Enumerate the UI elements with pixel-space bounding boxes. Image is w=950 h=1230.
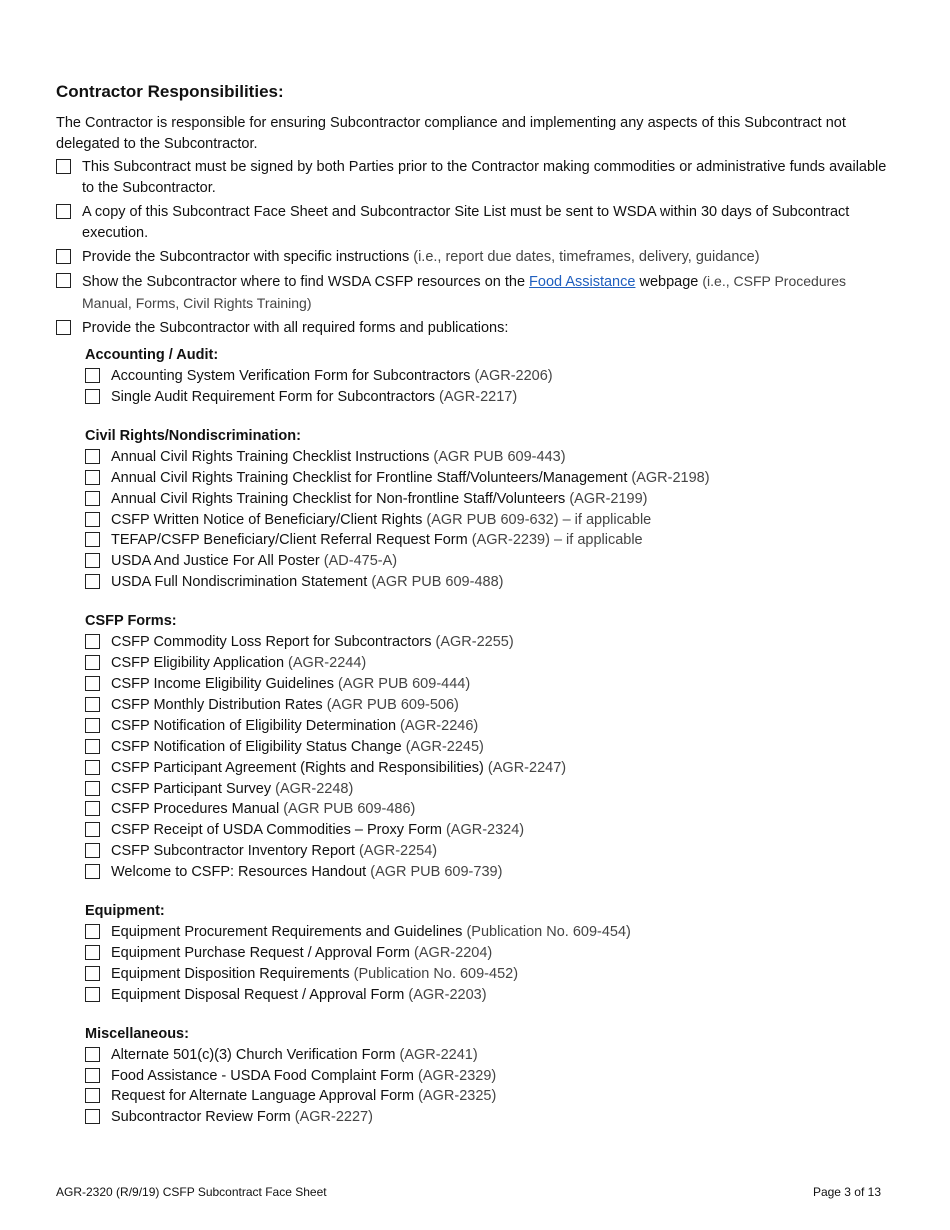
responsibility-item (56, 247, 896, 268)
form-item (85, 510, 896, 531)
checkbox[interactable] (85, 924, 100, 939)
form-item (85, 695, 896, 716)
form-item (85, 366, 896, 387)
form-name: USDA And Justice For All Poster (111, 553, 320, 570)
checkbox[interactable] (56, 273, 71, 288)
form-item (85, 572, 896, 593)
checkbox[interactable] (85, 1068, 100, 1083)
form-label (111, 1107, 373, 1128)
form-code: (AGR-2247) (487, 759, 567, 776)
form-code: (AGR-2227) (294, 1109, 373, 1126)
food-assistance-link[interactable]: Food Assistance (529, 274, 636, 290)
form-label (111, 447, 566, 468)
form-item (85, 632, 896, 653)
form-name: CSFP Receipt of USDA Commodities – Proxy Form (111, 822, 442, 839)
checkbox[interactable] (85, 470, 100, 485)
form-label (111, 468, 710, 489)
checkbox[interactable] (56, 249, 71, 264)
page-footer (56, 1185, 881, 1199)
checkbox[interactable] (85, 843, 100, 858)
form-code: (AGR-2255) (435, 634, 514, 651)
form-label (111, 985, 487, 1006)
item-text: A copy of this Subcontract Face Sheet and Subcontractor Site List must be sent to WSDA within 30 days of Subcontract execution. (82, 204, 850, 241)
form-item (85, 387, 896, 408)
checkbox[interactable] (85, 389, 100, 404)
page-number: Page 3 of 13 (812, 1185, 881, 1199)
checkbox[interactable] (85, 553, 100, 568)
form-name: USDA Full Nondiscrimination Statement (111, 574, 368, 591)
checkbox[interactable] (85, 449, 100, 464)
section-title: Contractor Responsibilities: (56, 82, 284, 101)
form-item (85, 468, 896, 489)
form-code: (AD-475-A) (323, 553, 398, 570)
form-label (111, 551, 397, 572)
form-name: Alternate 501(c)(3) Church Verification Form (111, 1046, 396, 1063)
form-item (85, 737, 896, 758)
item-text: Provide the Subcontractor with specific instructions (82, 249, 410, 265)
form-code: (AGR PUB 609-739) (370, 864, 503, 881)
form-item (85, 1107, 896, 1128)
checkbox[interactable] (85, 1047, 100, 1062)
form-label (111, 387, 517, 408)
item-text: Show the Subcontractor where to find WSDA CSFP resources on the (82, 274, 526, 290)
form-name: Annual Civil Rights Training Checklist for Non-frontline Staff/Volunteers (111, 490, 566, 507)
form-label (111, 716, 478, 737)
form-code: (AGR-2244) (288, 655, 367, 672)
form-name: CSFP Participant Agreement (Rights and Responsibilities) (111, 759, 484, 776)
checkbox[interactable] (85, 945, 100, 960)
section-spacer (85, 1006, 896, 1017)
form-code: (AGR-2324) (445, 822, 525, 839)
form-code: (AGR-2199) (569, 490, 648, 507)
checkbox[interactable] (85, 781, 100, 796)
form-code: (AGR-2329) (418, 1067, 497, 1084)
form-label (111, 1045, 478, 1066)
item-note: (i.e., report due dates, timeframes, delivery, guidance) (413, 249, 760, 265)
checkbox[interactable] (85, 739, 100, 754)
checkbox[interactable] (85, 760, 100, 775)
form-code: (AGR-2246) (400, 717, 479, 734)
form-label (111, 737, 484, 758)
form-label (111, 1086, 496, 1107)
form-code: (AGR-2239) – if applicable (471, 532, 643, 549)
form-item (85, 674, 896, 695)
form-name: CSFP Written Notice of Beneficiary/Client Rights (111, 511, 423, 528)
form-name: Accounting System Verification Form for Subcontractors (111, 368, 471, 384)
checkbox[interactable] (85, 966, 100, 981)
checkbox[interactable] (56, 159, 71, 174)
form-code: (AGR-2325) (418, 1088, 497, 1105)
checkbox[interactable] (85, 676, 100, 691)
item-note: (i.e., CSFP Procedures Manual, Forms, Civil Rights Training) (82, 273, 847, 311)
item-text: This Subcontract must be signed by both Parties prior to the Contractor making commodities or administrative funds available to the Subcontractor. (82, 159, 887, 196)
form-item (85, 943, 896, 964)
form-code: (AGR-2204) (414, 944, 493, 961)
form-label (111, 632, 514, 653)
checkbox[interactable] (85, 718, 100, 733)
checkbox[interactable] (85, 987, 100, 1002)
form-name: Equipment Procurement Requirements and Guidelines (111, 924, 463, 941)
form-item (85, 820, 896, 841)
form-item (85, 447, 896, 468)
checkbox[interactable] (85, 1109, 100, 1124)
form-item (85, 922, 896, 943)
form-label (111, 674, 470, 695)
form-label (111, 510, 651, 531)
responsibility-item (56, 202, 896, 244)
form-name: CSFP Notification of Eligibility Determination (111, 717, 397, 734)
form-name: Subcontractor Review Form (111, 1109, 291, 1126)
form-item (85, 779, 896, 800)
form-code: (AGR PUB 609-486) (283, 801, 416, 818)
section-spacer (85, 593, 896, 604)
section-spacer (85, 408, 896, 419)
form-item (85, 716, 896, 737)
form-item (85, 1066, 896, 1087)
checkbox[interactable] (56, 204, 71, 219)
form-name: CSFP Eligibility Application (111, 655, 285, 672)
item-text-wrap (82, 271, 896, 315)
section-heading: Civil Rights/Nondiscrimination: (85, 427, 301, 444)
form-item (85, 653, 896, 674)
form-label (111, 758, 566, 779)
form-code: (AGR-2206) (474, 368, 553, 384)
form-name: Request for Alternate Language Approval Form (111, 1088, 415, 1105)
form-code: (AGR PUB 609-488) (371, 574, 504, 591)
checkbox[interactable] (85, 368, 100, 383)
form-name: Annual Civil Rights Training Checklist for Frontline Staff/Volunteers/Management (111, 469, 628, 486)
form-code: (AGR-2248) (275, 780, 354, 797)
form-item (85, 799, 896, 820)
checkbox[interactable] (85, 697, 100, 712)
section-heading: Equipment: (85, 903, 165, 920)
form-name: TEFAP/CSFP Beneficiary/Client Referral Request Form (111, 532, 468, 549)
form-name: CSFP Notification of Eligibility Status Change (111, 738, 402, 755)
form-name: CSFP Commodity Loss Report for Subcontractors (111, 634, 432, 651)
checkbox[interactable] (85, 822, 100, 837)
checkbox[interactable] (85, 491, 100, 506)
form-label (111, 779, 353, 800)
checkbox[interactable] (85, 532, 100, 547)
responsibility-item (56, 318, 896, 339)
form-code: (AGR-2217) (439, 388, 518, 405)
intro-paragraph: The Contractor is responsible for ensuring Subcontractor compliance and implementing any aspects of this Subcontract not delegated to the Subcontractor. (56, 115, 846, 152)
section-heading: CSFP Forms: (85, 613, 177, 630)
section-heading: Accounting / Audit: (85, 347, 219, 363)
checkbox[interactable] (85, 512, 100, 527)
document-page (56, 82, 896, 1128)
form-name: Annual Civil Rights Training Checklist Instructions (111, 448, 430, 465)
form-label (111, 841, 437, 862)
form-code: (AGR PUB 609-632) – if applicable (426, 511, 652, 528)
form-label (111, 922, 631, 943)
form-label (111, 964, 518, 985)
form-item (85, 841, 896, 862)
form-item (85, 758, 896, 779)
checkbox[interactable] (85, 574, 100, 589)
form-label (111, 366, 553, 387)
form-label (111, 862, 502, 883)
footer-form-id: AGR-2320 (R/9/19) CSFP Subcontract Face Sheet (56, 1185, 327, 1199)
form-name: CSFP Income Eligibility Guidelines (111, 675, 334, 692)
responsibility-item (56, 157, 896, 199)
form-item (85, 985, 896, 1006)
form-name: Equipment Purchase Request / Approval Form (111, 944, 411, 961)
form-name: CSFP Procedures Manual (111, 801, 280, 818)
form-code: (Publication No. 609-454) (466, 924, 631, 941)
form-item (85, 862, 896, 883)
form-item (85, 489, 896, 510)
form-label (111, 943, 492, 964)
form-name: Single Audit Requirement Form for Subcontractors (111, 388, 435, 405)
checkbox[interactable] (85, 864, 100, 879)
item-text-after: webpage (639, 274, 699, 290)
form-label (111, 530, 643, 551)
form-name: Equipment Disposition Requirements (111, 965, 350, 982)
form-name: Welcome to CSFP: Resources Handout (111, 864, 367, 881)
checkbox[interactable] (85, 801, 100, 816)
form-name: CSFP Subcontractor Inventory Report (111, 843, 355, 860)
form-item (85, 1045, 896, 1066)
form-label (111, 695, 459, 716)
forms-sections (85, 345, 896, 1128)
form-code: (AGR-2203) (408, 986, 487, 1003)
form-label (111, 653, 366, 674)
form-label (111, 799, 415, 820)
section-spacer (85, 883, 896, 894)
item-text-wrap (82, 247, 760, 268)
form-item (85, 1086, 896, 1107)
form-name: Equipment Disposal Request / Approval Form (111, 986, 405, 1003)
form-name: CSFP Monthly Distribution Rates (111, 696, 323, 713)
form-label (111, 572, 503, 593)
form-code: (Publication No. 609-452) (353, 965, 519, 982)
form-code: (AGR-2254) (358, 843, 438, 860)
form-code: (AGR PUB 609-444) (338, 675, 471, 692)
form-code: (AGR PUB 609-506) (326, 696, 459, 713)
form-name: Food Assistance - USDA Food Complaint Form (111, 1067, 415, 1084)
form-code: (AGR-2245) (405, 738, 484, 755)
form-item (85, 530, 896, 551)
checkbox[interactable] (85, 655, 100, 670)
form-label (111, 489, 648, 510)
checkbox[interactable] (85, 634, 100, 649)
form-label (111, 820, 524, 841)
responsibility-item (56, 271, 896, 315)
checkbox[interactable] (85, 1088, 100, 1103)
section-heading: Miscellaneous: (85, 1025, 189, 1042)
checkbox[interactable] (56, 320, 71, 335)
item-text: Provide the Subcontractor with all required forms and publications: (82, 320, 509, 336)
form-code: (AGR-2241) (399, 1046, 478, 1063)
form-name: CSFP Participant Survey (111, 780, 272, 797)
form-label (111, 1066, 496, 1087)
form-code: (AGR PUB 609-443) (433, 448, 566, 465)
form-code: (AGR-2198) (631, 469, 710, 486)
form-item (85, 551, 896, 572)
form-item (85, 964, 896, 985)
